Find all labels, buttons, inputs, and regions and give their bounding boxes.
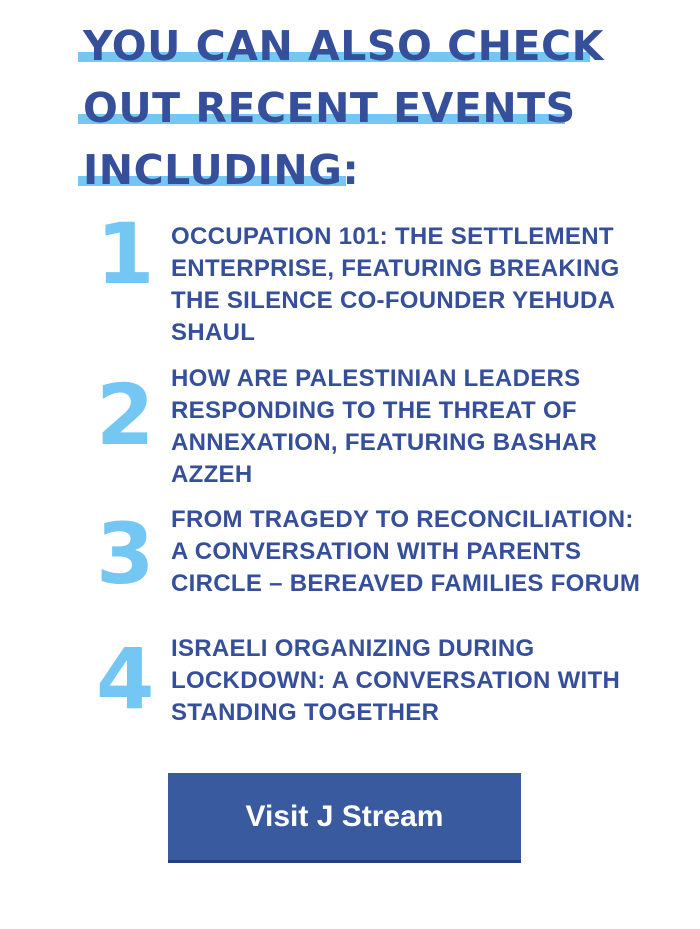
event-number: 4 (96, 630, 155, 728)
heading-text-2: OUT RECENT EVENTS (83, 84, 576, 132)
heading-text-3: INCLUDING: (83, 146, 360, 194)
event-title[interactable]: FROM TRAGEDY TO RECONCILIATION: A CONVERSATION WITH PARENTS CIRCLE – BEREAVED FAMILIES FORUM (171, 506, 641, 597)
heading-text-1: YOU CAN ALSO CHECK (83, 22, 604, 70)
heading-line-1 (78, 14, 678, 76)
heading-line-3 (78, 138, 678, 200)
heading-line-2 (78, 76, 678, 138)
event-title[interactable]: OCCUPATION 101: THE SETTLEMENT ENTERPRISE, FEATURING BREAKING THE SILENCE CO-FOUNDER YEHUDA SHAUL (171, 223, 620, 346)
event-number: 2 (96, 366, 155, 464)
event-title[interactable]: ISRAELI ORGANIZING DURING LOCKDOWN: A CONVERSATION WITH STANDING TOGETHER (171, 635, 621, 726)
event-number: 1 (96, 205, 155, 303)
section-heading (78, 14, 678, 200)
event-title[interactable]: HOW ARE PALESTINIAN LEADERS RESPONDING TO THE THREAT OF ANNEXATION, FEATURING BASHAR AZZEH (171, 365, 598, 488)
visit-j-stream-button[interactable]: Visit J Stream (168, 773, 521, 863)
event-number: 3 (96, 505, 155, 603)
